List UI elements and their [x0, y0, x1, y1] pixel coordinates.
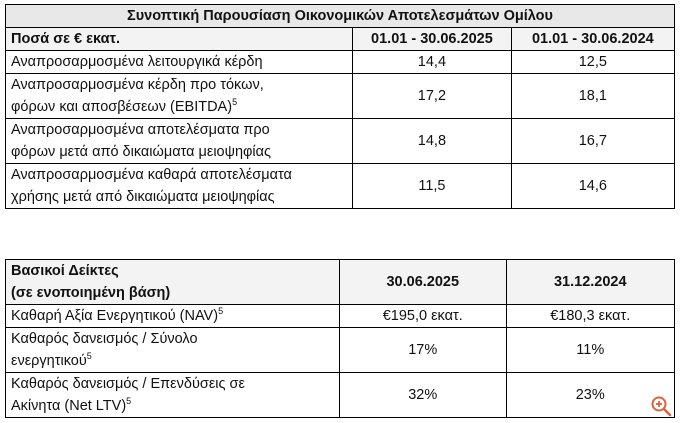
indicators-header: Βασικοί Δείκτες (σε ενοποιημένη βάση)	[6, 260, 340, 305]
row-value-2025: 17,2	[353, 74, 511, 119]
table-row	[6, 51, 675, 74]
row-value-2025: €195,0 εκατ.	[340, 305, 507, 328]
row-value-2024: 11%	[506, 328, 674, 373]
date-2024-header: 31.12.2024	[506, 260, 674, 305]
row-label: Αναπροσαρμοσμένα κέρδη προ τόκων, φόρων και αποσβέσεων (EBITDA)$^5$	[6, 74, 353, 119]
row-label: Αναπροσαρμοσμένα λειτουργικά κέρδη	[6, 51, 353, 74]
table-row	[6, 164, 675, 209]
amount-unit-header: Ποσά σε € εκατ.	[6, 28, 353, 51]
row-value-2025: 17%	[340, 328, 507, 373]
table-row	[6, 74, 675, 119]
table-row	[6, 305, 675, 328]
row-label: Καθαρός δανεισμός / Σύνολο ενεργητικού$^5$	[6, 328, 340, 373]
row-value-2024: 18,1	[511, 74, 674, 119]
row-value-2025: 14,8	[353, 119, 511, 164]
period-2024-header: 01.01 - 30.06.2024	[511, 28, 674, 51]
row-label: Καθαρή Αξία Ενεργητικού (NAV)$^5$	[6, 305, 340, 328]
row-value-2025: 32%	[340, 373, 507, 418]
financial-results-table	[5, 4, 675, 209]
key-indicators-table	[5, 259, 675, 418]
row-label: Αναπροσαρμοσμένα αποτελέσματα προ φόρων μετά από δικαιώματα μειοψηφίας	[6, 119, 353, 164]
table-title: Συνοπτική Παρουσίαση Οικονομικών Αποτελεσμάτων Ομίλου	[6, 5, 675, 28]
row-value-2024: 16,7	[511, 119, 674, 164]
table-row	[6, 373, 675, 418]
row-label: Αναπροσαρμοσμένα καθαρά αποτελέσματα χρήσης μετά από δικαιώματα μειοψηφίας	[6, 164, 353, 209]
table-row	[6, 328, 675, 373]
row-value-2024: 23%	[506, 373, 674, 418]
table-row	[6, 119, 675, 164]
row-value-2024: €180,3 εκατ.	[506, 305, 674, 328]
row-value-2025: 11,5	[353, 164, 511, 209]
row-value-2025: 14,4	[353, 51, 511, 74]
row-value-2024: 12,5	[511, 51, 674, 74]
row-value-2024: 14,6	[511, 164, 674, 209]
zoom-in-icon[interactable]	[650, 395, 672, 417]
row-label: Καθαρός δανεισμός / Επενδύσεις σε Ακίνητα (Net LTV)$^5$	[6, 373, 340, 418]
date-2025-header: 30.06.2025	[340, 260, 507, 305]
period-2025-header: 01.01 - 30.06.2025	[353, 28, 511, 51]
